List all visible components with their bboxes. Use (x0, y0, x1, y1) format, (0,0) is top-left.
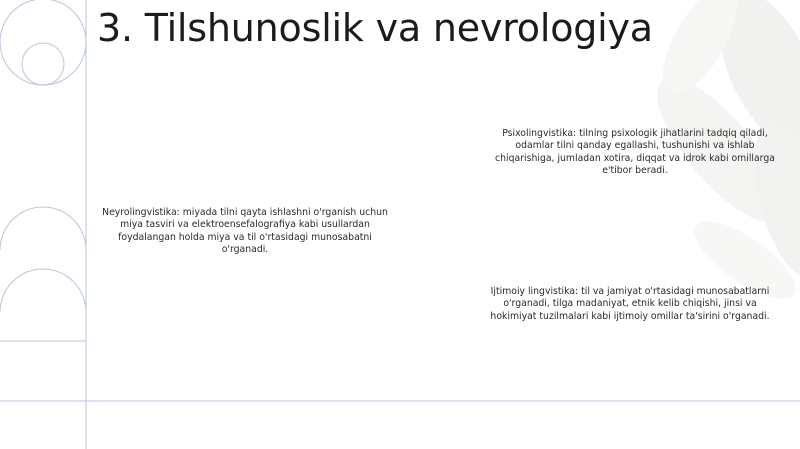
arc-middle-upper (0, 207, 86, 250)
slide-title: 3. Tilshunoslik va nevrologiya (97, 6, 653, 50)
ijtimoiy-lingvistika-text: Ijtimoiy lingvistika: til va jamiyat o'rtasidagi munosabatlarni o'rganadi, tilga madaniyat, etnik kelib chiqishi, jinsi va hokimiyat tuzilmalari kabi ijtimoiy omillar ta'sirini o'rganadi. (490, 286, 770, 322)
decor-circles (0, 0, 86, 312)
arc-middle-lower (0, 269, 86, 312)
neyrolingvistika-text: Neyrolingvistika: miyada tilni qayta ishlashni o'rganish uchun miya tasviri va elektroensefalografiya kabi usullardan foydalangan holda miya va til o'rtasidagi munosabatni o'rganadi. (102, 207, 388, 255)
psixolingvistika-text: Psixolingvistika: tilning psixologik jihatlarini tadqiq qiladi, odamlar tilni qanday egallashi, tushunishi va ishlab chiqarishiga, jumladan xotira, diqqat va idrok kabi omillarga e'tibor beradi. (495, 128, 775, 176)
small-circle-top (22, 43, 64, 85)
